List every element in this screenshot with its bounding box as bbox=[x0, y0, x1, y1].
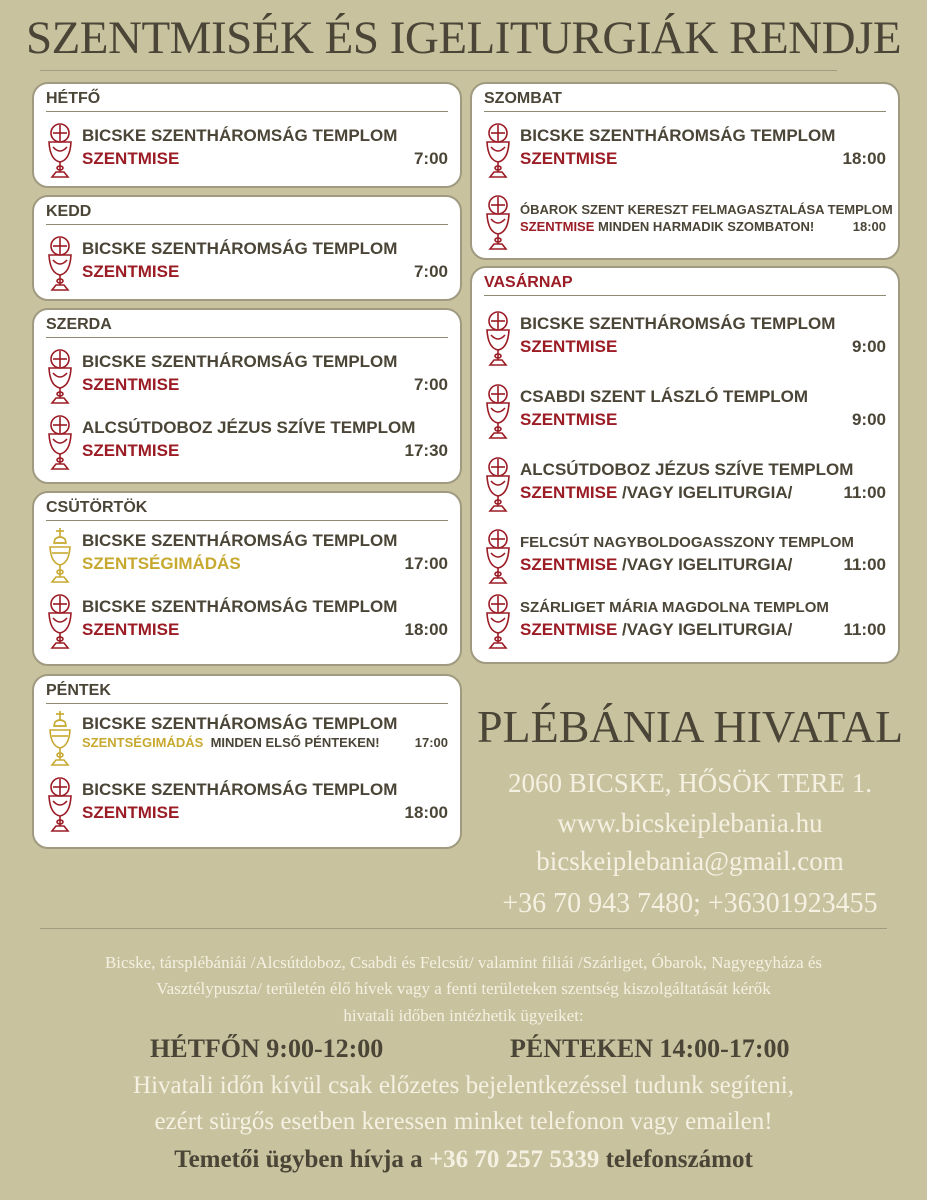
service-time: 11:00 bbox=[843, 620, 886, 639]
schedule-entry bbox=[484, 528, 886, 588]
schedule-entry bbox=[46, 593, 448, 653]
schedule-entry bbox=[484, 194, 893, 254]
schedule-entry bbox=[46, 235, 448, 295]
page-title: SZENTMISÉK ÉS IGELITURGIÁK RENDJE bbox=[25, 12, 902, 64]
service-time: 7:00 bbox=[413, 375, 448, 394]
day-label: KEDD bbox=[46, 203, 448, 225]
day-card-kedd bbox=[32, 195, 462, 301]
info-line: Vasztélypuszta/ területén élő hívek vagy a fenti területeken szentség kiszolgáltatását kérők bbox=[156, 979, 771, 998]
chalice-icon bbox=[46, 122, 74, 180]
church-name: BICSKE SZENTHÁROMSÁG TEMPLOM bbox=[520, 314, 836, 333]
chalice-icon bbox=[484, 194, 512, 252]
church-name: BICSKE SZENTHÁROMSÁG TEMPLOM bbox=[82, 531, 398, 550]
service-type bbox=[520, 219, 814, 234]
church-name: BICSKE SZENTHÁROMSÁG TEMPLOM bbox=[520, 126, 836, 145]
service-type: SZENTMISE bbox=[82, 262, 180, 281]
schedule-entry bbox=[484, 593, 886, 653]
chalice-icon bbox=[484, 310, 512, 368]
service-note: /VAGY IGELITURGIA/ bbox=[622, 483, 793, 502]
service-type: SZENTMISE bbox=[82, 803, 180, 822]
service-time: 18:00 bbox=[404, 803, 448, 822]
day-label: HÉTFŐ bbox=[46, 90, 448, 112]
warning-line: ezért sürgős esetben keressen minket telefonon vagy emailen! bbox=[154, 1108, 773, 1135]
service-time: 18:00 bbox=[852, 219, 886, 234]
chalice-icon bbox=[46, 414, 74, 472]
office-hours-friday: PÉNTEKEN 14:00-17:00 bbox=[510, 1034, 790, 1063]
info-line: Bicske, társplébániái /Alcsútdoboz, Csabdi és Felcsút/ valamint filiái /Szárliget, Óbarok, Nagyegyháza és bbox=[104, 953, 823, 972]
day-label: CSÜTÖRTÖK bbox=[46, 499, 448, 521]
monstrance-icon bbox=[46, 710, 74, 768]
schedule-entry bbox=[484, 383, 886, 443]
day-label: SZERDA bbox=[46, 316, 448, 338]
chalice-icon bbox=[484, 593, 512, 651]
service-time: 18:00 bbox=[404, 620, 448, 639]
schedule-entry bbox=[46, 710, 448, 770]
day-card-szerda bbox=[32, 308, 462, 484]
office-title: PLÉBÁNIA HIVATAL bbox=[476, 701, 904, 752]
day-card-vasarnap bbox=[470, 266, 900, 664]
church-name: CSABDI SZENT LÁSZLÓ TEMPLOM bbox=[520, 387, 809, 406]
church-name: SZÁRLIGET MÁRIA MAGDOLNA TEMPLOM bbox=[520, 599, 829, 616]
chalice-icon bbox=[484, 383, 512, 441]
service-type: SZENTMISE bbox=[82, 620, 180, 639]
chalice-icon bbox=[46, 235, 74, 293]
office-address: 2060 BICSKE, HŐSÖK TERE 1. bbox=[507, 768, 873, 798]
service-type: SZENTMISE bbox=[520, 149, 618, 168]
service-time: 9:00 bbox=[851, 410, 886, 429]
service-type bbox=[82, 735, 380, 750]
schedule-entry bbox=[46, 527, 448, 587]
office-phones: +36 70 943 7480; +36301923455 bbox=[502, 888, 878, 919]
chalice-icon bbox=[484, 456, 512, 514]
day-label: VASÁRNAP bbox=[484, 274, 886, 296]
church-name: ALCSÚTDOBOZ JÉZUS SZÍVE TEMPLOM bbox=[520, 460, 854, 479]
day-card-pentek bbox=[32, 674, 462, 849]
monstrance-icon bbox=[46, 527, 74, 585]
chalice-icon bbox=[484, 122, 512, 180]
church-name: BICSKE SZENTHÁROMSÁG TEMPLOM bbox=[82, 239, 398, 258]
church-name: BICSKE SZENTHÁROMSÁG TEMPLOM bbox=[82, 714, 398, 733]
service-type: SZENTMISE bbox=[520, 337, 618, 356]
service-time: 11:00 bbox=[843, 483, 886, 502]
church-name: BICSKE SZENTHÁROMSÁG TEMPLOM bbox=[82, 597, 398, 616]
service-time: 17:00 bbox=[404, 554, 448, 573]
day-card-hetfo bbox=[32, 82, 462, 188]
info-line: hivatali időben intézhetik ügyeiket: bbox=[343, 1006, 584, 1025]
service-time: 7:00 bbox=[413, 149, 448, 168]
funeral-text: telefonszámot bbox=[599, 1146, 753, 1173]
chalice-icon bbox=[484, 528, 512, 586]
church-name: FELCSÚT NAGYBOLDOGASSZONY TEMPLOM bbox=[520, 534, 854, 551]
funeral-phone[interactable]: +36 70 257 5339 bbox=[428, 1146, 600, 1173]
service-kind: SZENTSÉGIMÁDÁS bbox=[82, 735, 204, 750]
office-email-link[interactable]: bicskeiplebania@gmail.com bbox=[536, 846, 844, 876]
chalice-icon bbox=[46, 348, 74, 406]
service-kind: SZENTMISE bbox=[520, 219, 595, 234]
title-divider bbox=[40, 70, 837, 71]
service-type: SZENTMISE bbox=[82, 149, 180, 168]
service-type: SZENTMISE bbox=[520, 410, 618, 429]
service-time: 7:00 bbox=[413, 262, 448, 281]
schedule-entry bbox=[484, 310, 886, 370]
service-kind: SZENTMISE bbox=[520, 620, 618, 639]
church-name: ÓBAROK SZENT KERESZT FELMAGASZTALÁSA TEMPLOM bbox=[520, 202, 893, 217]
schedule-entry bbox=[484, 456, 886, 516]
day-label: SZOMBAT bbox=[484, 90, 886, 112]
service-type: SZENTMISE bbox=[82, 375, 180, 394]
warning-line: Hivatali időn kívül csak előzetes bejelentkezéssel tudunk segíteni, bbox=[133, 1072, 794, 1099]
service-kind: SZENTMISE bbox=[520, 555, 618, 574]
schedule-entry bbox=[484, 122, 886, 182]
schedule-entry bbox=[46, 776, 448, 836]
church-name: BICSKE SZENTHÁROMSÁG TEMPLOM bbox=[82, 126, 398, 145]
church-name: ALCSÚTDOBOZ JÉZUS SZÍVE TEMPLOM bbox=[82, 418, 416, 437]
office-website-link[interactable]: www.bicskeiplebania.hu bbox=[557, 808, 823, 838]
schedule-entry bbox=[46, 122, 448, 182]
service-time: 9:00 bbox=[851, 337, 886, 356]
service-type bbox=[520, 483, 792, 503]
day-label: PÉNTEK bbox=[46, 682, 448, 704]
office-hours-monday: HÉTFŐN 9:00-12:00 bbox=[150, 1034, 384, 1063]
service-time: 17:30 bbox=[404, 441, 448, 460]
schedule-entry bbox=[46, 414, 448, 474]
service-time: 18:00 bbox=[842, 149, 886, 168]
footer-divider bbox=[40, 928, 887, 929]
church-name: BICSKE SZENTHÁROMSÁG TEMPLOM bbox=[82, 780, 398, 799]
service-type bbox=[520, 620, 792, 640]
funeral-text: Temetői ügyben hívja a bbox=[174, 1146, 429, 1173]
chalice-icon bbox=[46, 593, 74, 651]
day-card-csutortok bbox=[32, 491, 462, 666]
service-note: /VAGY IGELITURGIA/ bbox=[622, 555, 793, 574]
day-card-szombat bbox=[470, 82, 900, 260]
service-type: SZENTMISE bbox=[82, 441, 180, 460]
service-time: 11:00 bbox=[843, 555, 886, 574]
schedule-entry bbox=[46, 348, 448, 408]
service-kind: SZENTMISE bbox=[520, 483, 618, 502]
church-name: BICSKE SZENTHÁROMSÁG TEMPLOM bbox=[82, 352, 398, 371]
funeral-contact bbox=[20, 1146, 907, 1174]
service-type bbox=[520, 555, 792, 575]
service-type: SZENTSÉGIMÁDÁS bbox=[82, 554, 241, 573]
service-note: /VAGY IGELITURGIA/ bbox=[622, 620, 793, 639]
service-note: MINDEN HARMADIK SZOMBATON! bbox=[598, 219, 815, 234]
service-time: 17:00 bbox=[414, 735, 448, 750]
service-note: MINDEN ELSŐ PÉNTEKEN! bbox=[210, 735, 380, 750]
chalice-icon bbox=[46, 776, 74, 834]
